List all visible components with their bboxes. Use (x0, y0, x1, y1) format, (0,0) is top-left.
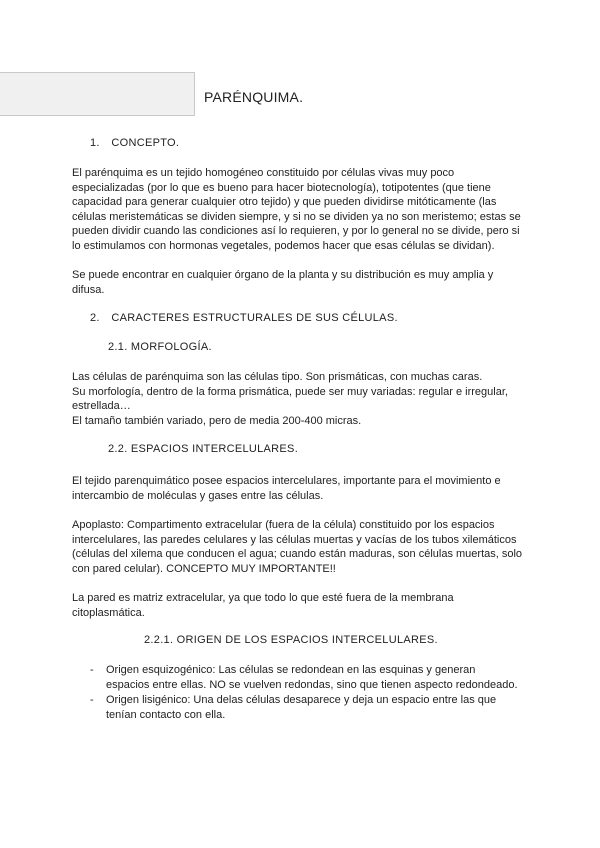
section-1-number: 1. (90, 137, 100, 149)
text-line: El tejido parenquimático posee espacios intercelulares, importante para el movimiento e (72, 475, 501, 487)
section-2-title: CARACTERES ESTRUCTURALES DE SUS CÉLULAS. (111, 312, 398, 324)
section-1-title: CONCEPTO. (111, 137, 180, 149)
section-2-number: 2. (90, 312, 100, 324)
bullet-text (106, 693, 496, 722)
text-line: difusa. (72, 283, 105, 296)
cell-wall-paragraph (72, 591, 454, 620)
subsection-2-1-heading: 2.1. MORFOLOGÍA. (108, 341, 212, 353)
text-line: con pared celular). CONCEPTO MUY IMPORTANTE!! (72, 562, 336, 575)
text-line: capacidad para generar cualquier otro tejido) y que pueden dividirse mitóticamente (las (72, 196, 497, 209)
text-line: Apoplasto: Compartimento extracelular (fuera de la célula) constituido por los espacios (72, 519, 495, 531)
text-line: Origen esquizogénico: Las células se redondean en las esquinas y generan (106, 664, 476, 676)
text-line: La pared es matriz extracelular, ya que todo lo que esté fuera de la membrana (72, 592, 454, 604)
text-line: Las células de parénquima son las células tipo. Son prismáticas, con muchas caras. (72, 371, 483, 383)
text-line: intercelulares, las paredes celulares y las células muertas y vacías de los tubos xilemáticos (72, 533, 517, 546)
text-line: pueden dividir cuando las condiciones así lo requieren, y por lo general no se divide, pero si (72, 225, 520, 238)
concept-paragraph (72, 166, 521, 254)
section-2-heading (90, 312, 398, 324)
text-line: estrellada… (72, 400, 131, 413)
text-line: Se puede encontrar en cualquier órgano de la planta y su distribución es muy amplia y (72, 269, 494, 281)
bullet-dash: - (90, 664, 94, 676)
apoplast-paragraph (72, 518, 522, 576)
text-line: citoplasmática. (72, 606, 145, 619)
text-line: El parénquima es un tejido homogéneo constituido por células vivas muy poco (72, 167, 455, 179)
text-line: células meristemáticas se dividen siempre, y si no se dividen ya no son meristemo; estas se (72, 210, 521, 223)
morphology-paragraph (72, 370, 508, 428)
distribution-paragraph (72, 268, 493, 297)
page-title: PARÉNQUIMA. (204, 89, 304, 105)
intercellular-paragraph (72, 474, 501, 503)
text-line: especializadas (por lo que es bueno para hacer biotecnología), totipotentes (que tiene (72, 181, 491, 194)
bullet-item (90, 663, 530, 693)
text-line: (células del xilema que conducen el agua; cuando están maduras, son células muertas, solo (72, 548, 523, 561)
bullet-text (106, 663, 518, 692)
text-line: lo estimulamos con hormonas vegetales, podemos hacer que esas células se dividan). (72, 239, 495, 252)
bullet-item (90, 693, 530, 723)
subsection-2-2-heading: 2.2. ESPACIOS INTERCELULARES. (108, 443, 299, 455)
text-line: intercambio de moléculas y gases entre las células. (72, 489, 324, 502)
text-line: tenían contacto con ella. (106, 708, 226, 721)
text-line: espacios entre ellas. NO se vuelven redondas, sino que tienen aspecto redondeado. (106, 678, 518, 691)
text-line: Su morfología, dentro de la forma prismática, puede ser muy variadas: regular e irregular, (72, 385, 508, 398)
section-1-heading (90, 137, 179, 149)
bullet-dash: - (90, 694, 94, 706)
subsection-2-2-1-heading: 2.2.1. ORIGEN DE LOS ESPACIOS INTERCELULARES. (144, 634, 438, 646)
text-line: Origen lisigénico: Una delas células desaparece y deja un espacio entre las que (106, 694, 497, 706)
text-line: El tamaño también variado, pero de media 200-400 micras. (72, 414, 362, 427)
title-banner (0, 72, 195, 116)
